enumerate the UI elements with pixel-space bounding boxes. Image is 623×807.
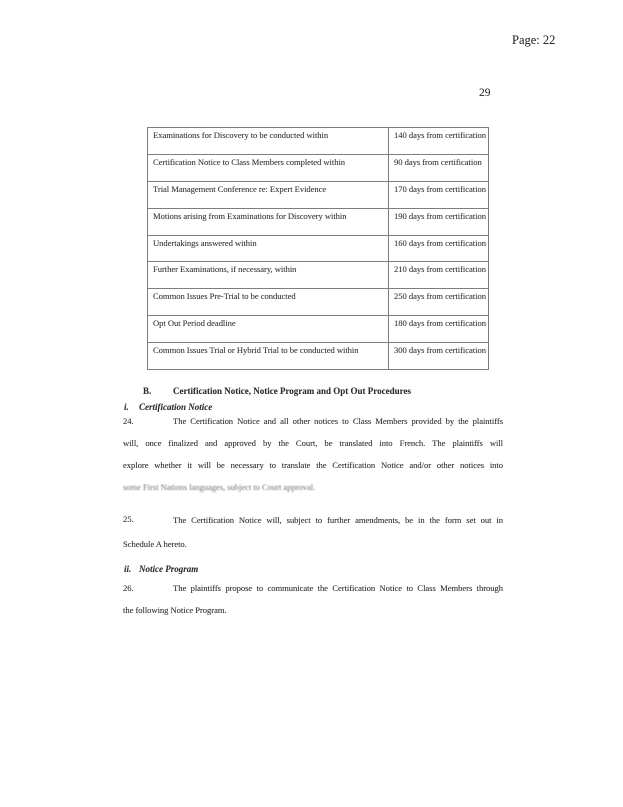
subheading-i-number: i. [124,402,129,412]
paragraph-26 [123,577,503,621]
paragraph-25 [123,508,503,556]
schedule-item-cell: Certification Notice to Class Members completed within [148,154,389,181]
paragraph-line: explore whether it will be necessary to translate the Certification Notice and/or other notices into [123,460,503,470]
schedule-item-cell: Trial Management Conference re: Expert Evidence [148,181,389,208]
section-b-number: B. [143,386,152,396]
paragraph-24 [123,410,503,498]
schedule-item-cell: Common Issues Pre-Trial to be conducted [148,289,389,316]
table-row [148,316,489,343]
schedule-deadline-cell: 90 days from certification [389,154,489,181]
table-row [148,181,489,208]
schedule-deadline-cell: 140 days from certification [389,128,489,155]
schedule-item-cell: Undertakings answered within [148,235,389,262]
schedule-deadline-cell: 160 days from certification [389,235,489,262]
paragraph-26-number: 26. [123,583,134,593]
schedule-deadline-cell: 190 days from certification [389,208,489,235]
schedule-deadline-cell: 170 days from certification [389,181,489,208]
paragraph-line: Schedule A hereto. [123,539,187,549]
paragraph-25-number: 25. [123,514,134,524]
paragraph-line-faded-scan: some First Nations languages, subject to Court approval. [123,482,316,492]
table-row [148,154,489,181]
table-row [148,208,489,235]
table-row [148,289,489,316]
section-b-title: Certification Notice, Notice Program and Opt Out Procedures [173,386,411,396]
subheading-ii-number: ii. [124,564,132,574]
schedule-item-cell: Further Examinations, if necessary, within [148,262,389,289]
table-row [148,235,489,262]
subheading-i-title: Certification Notice [139,402,213,412]
schedule-deadline-cell: 300 days from certification [389,343,489,370]
page-number: 29 [479,87,491,99]
schedule-item-cell: Examinations for Discovery to be conducted within [148,128,389,155]
litigation-schedule-table [147,127,489,370]
paragraph-line: The plaintiffs propose to communicate the Certification Notice to Class Members through [173,583,503,593]
paragraph-24-number: 24. [123,416,134,426]
subheading-ii-title: Notice Program [139,564,199,574]
schedule-item-cell: Motions arising from Examinations for Discovery within [148,208,389,235]
paragraph-line: will, once finalized and approved by the Court, be translated into French. The plaintiffs will [123,438,503,448]
paragraph-line: The Certification Notice will, subject to further amendments, be in the form set out in [173,515,503,525]
table-row [148,128,489,155]
schedule-deadline-cell: 210 days from certification [389,262,489,289]
schedule-item-cell: Opt Out Period deadline [148,316,389,343]
paragraph-line: the following Notice Program. [123,605,227,615]
table-row [148,343,489,370]
subheading-notice-program [124,563,198,576]
paragraph-line: The Certification Notice and all other notices to Class Members provided by the plaintiffs [173,416,503,426]
table-row [148,262,489,289]
section-b-heading [143,385,411,398]
schedule-deadline-cell: 250 days from certification [389,289,489,316]
schedule-item-cell: Common Issues Trial or Hybrid Trial to be conducted within [148,343,389,370]
schedule-deadline-cell: 180 days from certification [389,316,489,343]
page-header-label: Page: 22 [512,33,556,47]
